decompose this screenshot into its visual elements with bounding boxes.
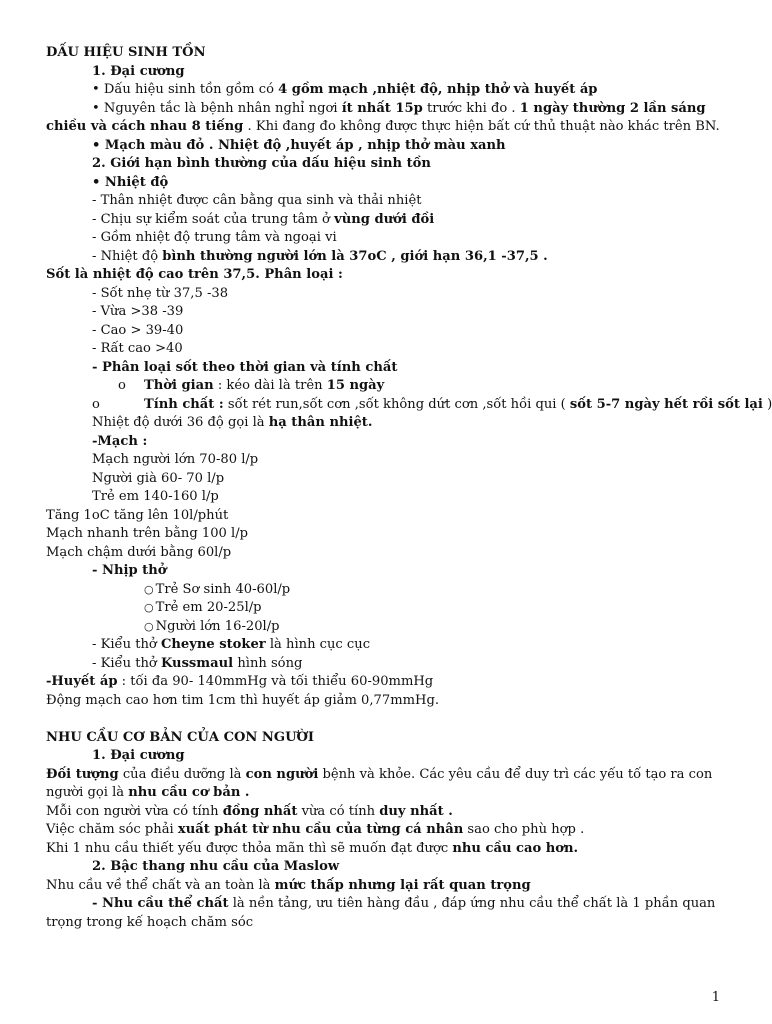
text-run: - Nhiệt độ xyxy=(92,248,163,264)
circle-bullet-icon: ○ xyxy=(144,582,154,596)
text-line xyxy=(46,618,736,637)
text-run: Mỗi con người vừa có tính xyxy=(46,803,223,819)
text-line xyxy=(46,803,736,822)
blank-line xyxy=(46,710,736,729)
text-run: • Dấu hiệu sinh tồn gồm có xyxy=(92,82,279,97)
text-run: sao cho phù hợp . xyxy=(463,822,585,837)
text-run: vừa có tính xyxy=(297,803,380,819)
text-line xyxy=(46,729,736,748)
bold-text: Sốt là nhiệt độ cao trên 37,5. Phân loại : xyxy=(46,267,343,282)
text-run: Người lớn 16-20l/p xyxy=(155,618,280,634)
text-line xyxy=(46,285,736,304)
text-line xyxy=(46,562,736,581)
text-run: trước khi đo . xyxy=(422,100,520,116)
text-run: Mạch chậm dưới bằng 60l/p xyxy=(46,544,232,560)
text-line xyxy=(46,266,736,285)
bold-text: - Phân loại sốt theo thời gian và tính chất xyxy=(92,359,398,375)
bold-text: Kussmaul xyxy=(160,655,234,671)
text-run: của điều dưỡng là xyxy=(118,766,246,782)
text-run: - Gồm nhiệt độ trung tâm và ngoại vi xyxy=(92,230,337,245)
text-line xyxy=(46,525,736,544)
text-line xyxy=(46,248,736,267)
text-run: - Cao > 39-40 xyxy=(92,322,184,338)
text-line xyxy=(46,100,736,137)
list-bullet-marker: o xyxy=(92,396,100,412)
text-line xyxy=(46,303,736,322)
bold-text: 15 ngày xyxy=(326,378,385,393)
bold-text: xuất phát từ nhu cầu của từng cá nhân xyxy=(177,822,464,837)
text-run: bệnh và khỏe. Các yêu cầu để duy trì các yếu tố tạo ra con người gọi là xyxy=(46,766,713,800)
bold-text: 1 ngày thường 2 lần sáng chiều và cách nhau 8 tiếng xyxy=(46,100,706,134)
text-run: - Vừa >38 -39 xyxy=(92,304,184,319)
text-line xyxy=(46,174,736,193)
bold-text: sốt 5-7 ngày hết rồi sốt lại xyxy=(569,396,763,412)
text-run: - Kiểu thở xyxy=(92,637,161,652)
bold-text: • Mạch màu đỏ . Nhiệt độ ,huyết áp , nhịp thở màu xanh xyxy=(92,137,506,153)
text-line xyxy=(46,858,736,877)
list-bullet-marker: o xyxy=(118,378,126,393)
text-line xyxy=(46,155,736,174)
bold-text: vùng dưới đồi xyxy=(334,211,435,227)
text-line xyxy=(46,544,736,563)
text-run: • Nguyên tắc là bệnh nhân nghỉ ngơi xyxy=(92,100,342,116)
circle-bullet-icon: ○ xyxy=(144,619,154,633)
text-run: ) xyxy=(762,396,772,412)
text-run: Nhiệt độ dưới 36 độ gọi là xyxy=(92,415,269,430)
text-line xyxy=(46,877,736,896)
text-line xyxy=(46,747,736,766)
text-run: Nhu cầu về thể chất và an toàn là xyxy=(46,877,275,893)
bold-text: hạ thân nhiệt. xyxy=(268,415,373,430)
document-page xyxy=(46,44,772,932)
text-line xyxy=(46,433,736,452)
text-line xyxy=(46,359,736,378)
text-line xyxy=(46,692,736,711)
bold-text: Thời gian xyxy=(144,378,214,393)
text-run: - Rất cao >40 xyxy=(92,341,183,356)
text-run: là hình cục cục xyxy=(265,637,371,652)
bold-text: ít nhất 15p xyxy=(341,100,423,116)
text-line xyxy=(46,470,736,489)
bold-text: nhu cầu cao hơn. xyxy=(452,840,579,856)
text-line xyxy=(46,451,736,470)
text-run: hình sóng xyxy=(233,655,303,671)
bold-text: • Nhiệt độ xyxy=(92,174,169,190)
text-run: là nền tảng, ưu tiên hàng đầu , đáp ứng nhu cầu thể chất là 1 phần quan trọng trong kế hoạch chăm sóc xyxy=(46,896,716,930)
text-line xyxy=(46,229,736,248)
text-line xyxy=(46,766,736,803)
text-line xyxy=(46,396,772,415)
text-run: - Chịu sự kiểm soát của trung tâm ở xyxy=(92,211,335,227)
text-line xyxy=(46,340,736,359)
bold-text: -Huyết áp xyxy=(46,674,118,689)
bold-text: Tính chất : xyxy=(144,396,224,412)
text-line xyxy=(46,673,736,692)
bold-text: con người xyxy=(245,766,319,782)
text-run: Khi 1 nhu cầu thiết yếu được thỏa mãn thì sẽ muốn đạt được xyxy=(46,840,453,856)
text-run: Người già 60- 70 l/p xyxy=(92,470,225,486)
text-line xyxy=(46,414,736,433)
text-line xyxy=(46,655,736,674)
bold-text: bình thường người lớn là 37oC , giới hạn 36,1 -37,5 . xyxy=(162,248,548,264)
bold-text: NHU CẦU CƠ BẢN CỦA CON NGƯỜI xyxy=(46,729,315,745)
text-run: Trẻ em 140-160 l/p xyxy=(92,489,219,504)
text-line xyxy=(46,63,736,82)
text-line xyxy=(46,81,736,100)
text-line xyxy=(46,211,736,230)
text-run: : kéo dài là trên xyxy=(213,378,327,393)
text-run: Động mạch cao hơn tim 1cm thì huyết áp giảm 0,77mmHg. xyxy=(46,692,439,708)
text-line xyxy=(46,192,736,211)
bold-text: 2. Bậc thang nhu cầu của Maslow xyxy=(92,859,340,874)
text-run: Trẻ Sơ sinh 40-60l/p xyxy=(155,581,291,597)
text-line xyxy=(46,599,736,618)
bold-text: nhu cầu cơ bản . xyxy=(128,785,250,800)
text-line xyxy=(46,840,736,859)
bold-text: - Nhu cầu thể chất xyxy=(92,896,229,911)
bold-text: mức thấp nhưng lại rất quan trọng xyxy=(274,877,531,893)
page-number: 1 xyxy=(711,990,720,1005)
circle-bullet-icon: ○ xyxy=(144,601,154,614)
text-run: Mạch người lớn 70-80 l/p xyxy=(92,452,259,467)
text-run: sốt rét run,sốt cơn ,sốt không dứt cơn ,sốt hồi qui ( xyxy=(223,396,570,412)
text-line xyxy=(46,137,736,156)
text-line xyxy=(46,636,736,655)
text-line xyxy=(46,507,736,526)
text-line xyxy=(46,322,736,341)
bold-text: - Nhịp thở xyxy=(92,563,167,578)
bold-text: -Mạch : xyxy=(92,433,148,449)
text-line xyxy=(46,377,736,396)
text-line xyxy=(46,895,736,932)
bold-text: 1. Đại cương xyxy=(92,748,185,763)
bold-text: duy nhất . xyxy=(379,803,453,819)
bold-text: đồng nhất xyxy=(222,803,298,819)
bold-text: 4 gồm mạch ,nhiệt độ, nhịp thở và huyết áp xyxy=(278,82,598,97)
text-line xyxy=(46,581,736,600)
bold-text: Đối tượng xyxy=(46,766,119,782)
text-run: - Thân nhiệt được cân bằng qua sinh và thải nhiệt xyxy=(92,193,422,208)
text-run: Mạch nhanh trên bằng 100 l/p xyxy=(46,526,249,541)
text-run: - Sốt nhẹ từ 37,5 -38 xyxy=(92,285,229,301)
text-line xyxy=(46,488,736,507)
text-line xyxy=(46,821,736,840)
document-title: DẤU HIỆU SINH TỒN xyxy=(46,45,206,60)
text-run: - Kiểu thở xyxy=(92,655,161,671)
text-run: : tối đa 90- 140mmHg và tối thiểu 60-90mmHg xyxy=(117,674,434,689)
text-run: . Khi đang đo không được thực hiện bất cứ thủ thuật nào khác trên BN. xyxy=(243,119,720,134)
text-run: Trẻ em 20-25l/p xyxy=(155,600,262,615)
document-body xyxy=(46,63,772,933)
text-run: Việc chăm sóc phải xyxy=(46,822,178,837)
text-run: Tăng 1oC tăng lên 10l/phút xyxy=(46,507,229,523)
bold-text: Cheyne stoker xyxy=(160,637,266,652)
bold-text: 2. Giới hạn bình thường của dấu hiệu sinh tồn xyxy=(92,156,431,171)
bold-text: 1. Đại cương xyxy=(92,63,185,79)
